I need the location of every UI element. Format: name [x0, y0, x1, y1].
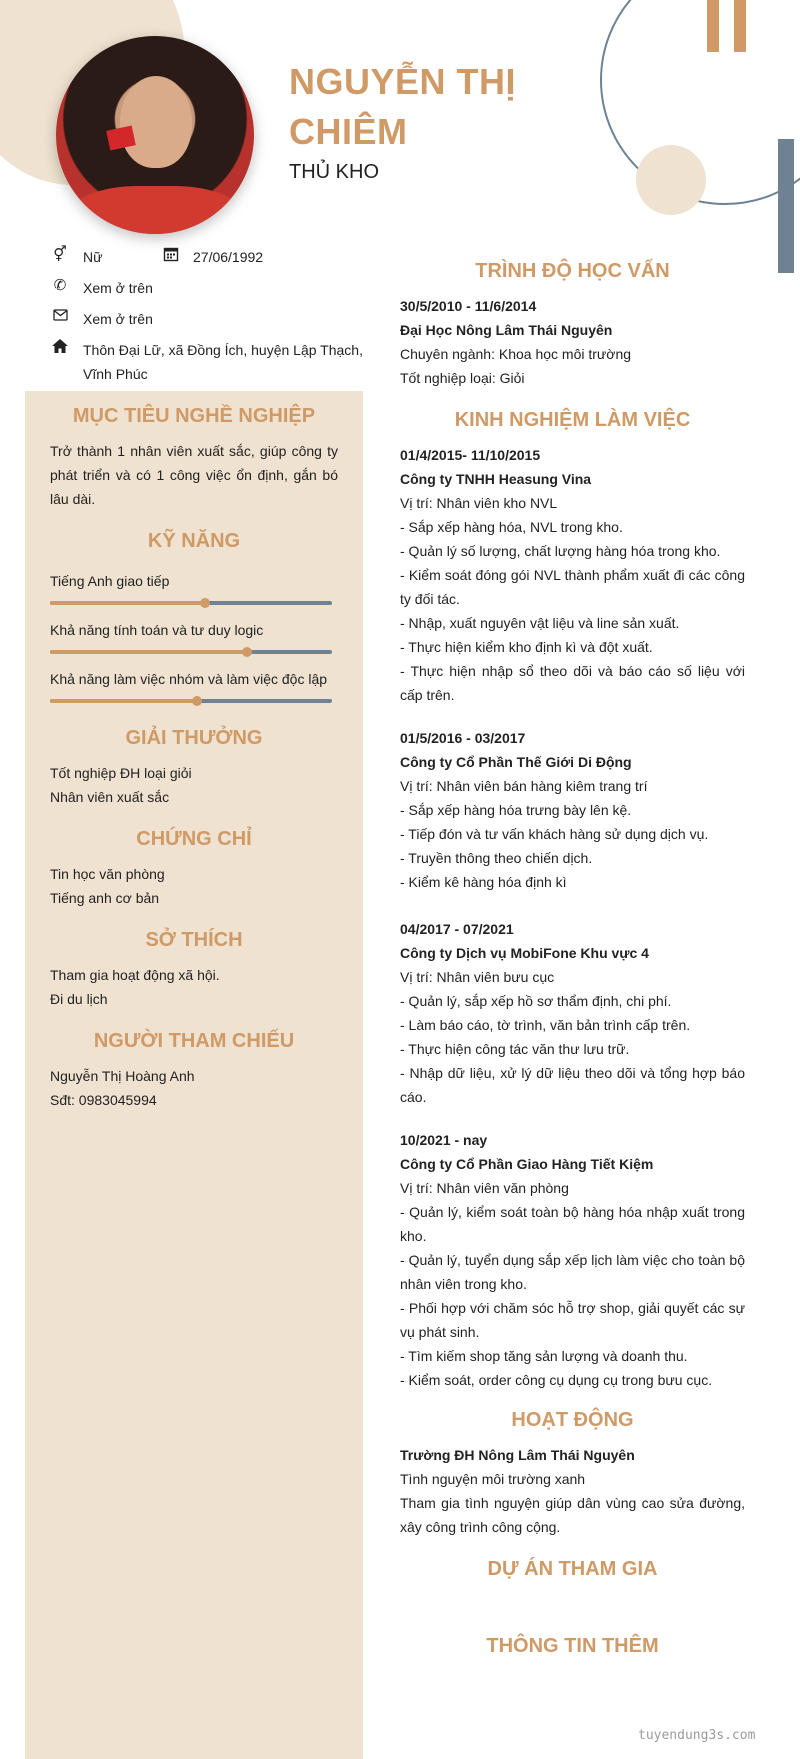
reference-item: Sđt: 0983045994	[50, 1092, 157, 1108]
activity-desc: Tham gia tình nguyện giúp dân vùng cao sửa đường, xây công trình công cộng.	[400, 1495, 745, 1535]
skill-label: Khả năng tính toán và tư duy logic	[50, 622, 264, 638]
award-item: Tốt nghiệp ĐH loại giỏi	[50, 765, 192, 781]
activity-entry	[400, 1443, 745, 1539]
education-title: TRÌNH ĐỘ HỌC VẤN	[475, 260, 670, 282]
activity-org: Trường ĐH Nông Lâm Thái Nguyên	[400, 1447, 635, 1463]
job-line: - Quản lý, sắp xếp hồ sơ thẩm định, chi phí.	[400, 993, 672, 1009]
name-line-1: NGUYỄN THỊ	[289, 61, 517, 102]
job-company: Công ty Dịch vụ MobiFone Khu vực 4	[400, 945, 649, 961]
job-line: Vị trí: Nhân viên bán hàng kiêm trang trí	[400, 778, 648, 794]
hobby-item: Đi du lịch	[50, 991, 108, 1007]
objective-text: Trở thành 1 nhân viên xuất sắc, giúp công ty phát triển và có 1 công việc ổn định, gắn bó lâu dài.	[50, 443, 338, 507]
more-info-title: THÔNG TIN THÊM	[486, 1635, 659, 1657]
decor-blue-bar	[778, 139, 794, 273]
candidate-name	[289, 57, 589, 157]
certs-list	[50, 862, 338, 910]
skill-bar-fill	[50, 650, 247, 654]
decor-bar	[707, 0, 719, 52]
skill-label: Tiếng Anh giao tiếp	[50, 573, 170, 589]
job-line: - Quản lý, tuyển dụng sắp xếp lịch làm việc cho toàn bộ nhân viên trong kho.	[400, 1252, 745, 1292]
email-icon	[51, 308, 69, 326]
education-major: Chuyên ngành: Khoa học môi trường	[400, 346, 632, 362]
education-school: Đại Học Nông Lâm Thái Nguyên	[400, 322, 613, 338]
job-line: - Thực hiện kiểm kho định kì và đột xuất.	[400, 639, 653, 655]
job-line: - Sắp xếp hàng hóa, NVL trong kho.	[400, 519, 623, 535]
job-company: Công ty TNHH Heasung Vina	[400, 471, 592, 487]
job-title: THỦ KHO	[289, 161, 379, 183]
home-icon	[51, 339, 69, 357]
hobby-item: Tham gia hoạt động xã hội.	[50, 967, 220, 983]
awards-list	[50, 761, 338, 809]
reference-item: Nguyễn Thị Hoàng Anh	[50, 1068, 195, 1084]
job-line: - Tìm kiếm shop tăng sản lượng và doanh thu.	[400, 1348, 688, 1364]
experience-title: KINH NGHIỆM LÀM VIỆC	[454, 409, 691, 431]
dob-value: 27/06/1992	[193, 249, 264, 265]
job-line: Vị trí: Nhân viên bưu cục	[400, 969, 555, 985]
hobbies-list	[50, 963, 338, 1011]
education-grade: Tốt nghiệp loại: Giỏi	[400, 370, 525, 386]
job-entry	[400, 726, 745, 894]
objective-title: MỤC TIÊU NGHỀ NGHIỆP	[72, 405, 316, 427]
activity-name: Tình nguyện môi trường xanh	[400, 1471, 586, 1487]
job-line: Vị trí: Nhân viên kho NVL	[400, 495, 558, 511]
avatar-shirt	[66, 186, 246, 234]
address	[83, 338, 363, 386]
job-company: Công ty Cổ Phần Giao Hàng Tiết Kiệm	[400, 1156, 654, 1172]
job-period: 04/2017 - 07/2021	[400, 921, 514, 937]
calendar-icon	[162, 246, 180, 264]
job-line: - Quản lý số lượng, chất lượng hàng hóa trong kho.	[400, 543, 721, 559]
job-line: - Quản lý, kiểm soát toàn bộ hàng hóa nhập xuất trong kho.	[400, 1204, 745, 1244]
job-line: - Phối hợp với chăm sóc hỗ trợ shop, giải quyết các sự vụ phát sinh.	[400, 1300, 745, 1340]
skill-bar	[50, 699, 332, 703]
projects-title: DỰ ÁN THAM GIA	[487, 1558, 658, 1580]
phone-icon: ✆	[53, 277, 67, 294]
skill-bar-fill	[50, 699, 197, 703]
watermark: tuyendung3s.com	[638, 1728, 756, 1743]
job-line: - Sắp xếp hàng hóa trưng bày lên kệ.	[400, 802, 632, 818]
skill-bar	[50, 650, 332, 654]
job-company: Công ty Cổ Phần Thế Giới Di Động	[400, 754, 632, 770]
address-line-2: Vĩnh Phúc	[83, 366, 148, 382]
hobbies-title: SỞ THÍCH	[145, 929, 243, 951]
email-value: Xem ở trên	[83, 311, 153, 327]
job-line: - Thực hiện nhập sổ theo dõi và báo cáo số liệu với cấp trên.	[400, 663, 745, 703]
phone-value: Xem ở trên	[83, 280, 153, 296]
avatar	[56, 36, 254, 234]
job-period: 10/2021 - nay	[400, 1132, 488, 1148]
job-line: - Làm báo cáo, tờ trình, văn bản trình cấp trên.	[400, 1017, 691, 1033]
address-line-1: Thôn Đại Lữ, xã Đồng Ích, huyện Lập Thạch,	[83, 342, 363, 358]
skill-bar-fill	[50, 601, 205, 605]
references-list	[50, 1064, 338, 1112]
skill-bar	[50, 601, 332, 605]
job-line: - Truyền thông theo chiến dịch.	[400, 850, 593, 866]
skill-bar-knob	[192, 696, 202, 706]
job-entry	[400, 443, 745, 707]
name-line-2: CHIÊM	[289, 111, 408, 152]
job-period: 01/5/2016 - 03/2017	[400, 730, 526, 746]
decor-bar	[734, 0, 746, 52]
cert-item: Tin học văn phòng	[50, 866, 165, 882]
skills-title: KỸ NĂNG	[147, 530, 241, 552]
job-line: - Nhập dữ liệu, xử lý dữ liệu theo dõi và tổng hợp báo cáo.	[400, 1065, 745, 1105]
decor-dot	[636, 145, 706, 215]
award-item: Nhân viên xuất sắc	[50, 789, 170, 805]
certs-title: CHỨNG CHỈ	[136, 828, 252, 850]
job-period: 01/4/2015- 11/10/2015	[400, 447, 541, 463]
job-line: - Kiểm soát, order công cụ dụng cụ trong bưu cục.	[400, 1372, 713, 1388]
education-entry	[400, 294, 745, 390]
activities-title: HOẠT ĐỘNG	[511, 1409, 634, 1431]
gender-icon: ⚥	[53, 246, 67, 263]
references-title: NGƯỜI THAM CHIẾU	[93, 1030, 295, 1052]
job-line: - Kiểm soát đóng gói NVL thành phẩm xuất đi các công ty đối tác.	[400, 567, 745, 607]
job-line: - Thực hiện công tác văn thư lưu trữ.	[400, 1041, 630, 1057]
job-line: - Tiếp đón và tư vấn khách hàng sử dụng dịch vụ.	[400, 826, 709, 842]
cert-item: Tiếng anh cơ bản	[50, 890, 160, 906]
job-entry	[400, 917, 745, 1109]
awards-title: GIẢI THƯỞNG	[125, 727, 263, 749]
gender-value: Nữ	[83, 249, 103, 265]
job-entry	[400, 1128, 745, 1392]
avatar-face	[120, 76, 192, 168]
education-period: 30/5/2010 - 11/6/2014	[400, 298, 537, 314]
skill-label: Khả năng làm việc nhóm và làm việc độc lập	[50, 671, 328, 687]
job-line: - Kiểm kê hàng hóa định kì	[400, 874, 567, 890]
job-line: - Nhập, xuất nguyên vật liệu và line sản xuất.	[400, 615, 680, 631]
job-line: Vị trí: Nhân viên văn phòng	[400, 1180, 569, 1196]
